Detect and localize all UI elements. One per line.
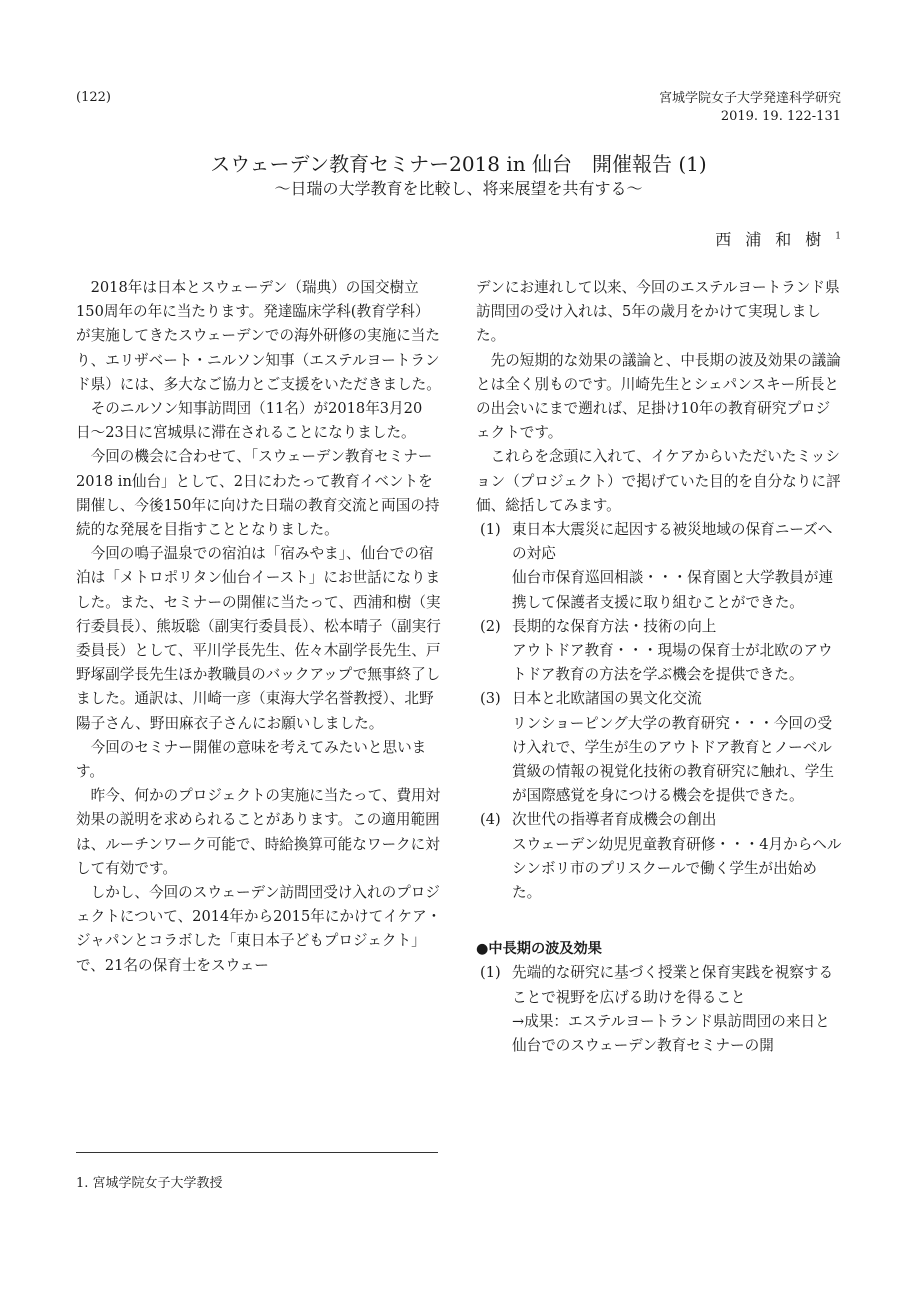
paragraph: 先の短期的な効果の議論と、中長期の波及効果の議論とは全く別ものです。川崎先生とシェパンスキー所長との出会いにまで遡れば、足掛け10年の教育研究プロジェクトです。	[476, 351, 841, 442]
author-footnote-mark: 1	[835, 231, 841, 242]
paragraph: 今回のセミナー開催の意味を考えてみたいと思います。	[76, 738, 427, 781]
item-title: 長期的な保育方法・技術の向上	[512, 617, 717, 635]
journal-citation: 2019. 19. 122-131	[720, 109, 841, 124]
item-detail: 仙台市保育巡回相談・・・保育園と大学教員が連携して保護者支援に取り組むことができた。	[512, 569, 834, 611]
item-detail: リンショーピング大学の教育研究・・・今回の受け入れで、学生が生のアウトドア教育とノーベル賞級の情報の視覚化技術の教育研究に触れ、学生が国際感覚を身につける機会を提供できた。	[512, 714, 834, 805]
left-column	[76, 276, 442, 978]
item-number: (2)	[480, 617, 501, 635]
item-title: 日本と北欧諸国の異文化交流	[512, 690, 702, 708]
item-number: (1)	[480, 521, 501, 539]
paragraph: しかし、今回のスウェーデン訪問団受け入れのプロジェクトについて、2014年から2015年にかけてイケア・ジャパンとコラボした「東日本子どもプロジェクト」で、21名の保育士をスウェー	[76, 884, 442, 974]
paragraph: 今回の鳴子温泉での宿泊は「宿みやま」、仙台での宿泊は「メトロポリタン仙台イースト」にお世話になりました。また、セミナーの開催に当たって、西浦和樹（実行委員長）、熊坂聡（副実行委員長）、松本晴子（副実行委員長）として、平川学長先生、佐々木副学長先生、戸野塚副学長先生ほか教職員のバックアップで無事終了しました。通訳は、川崎一彦（東海大学名誉教授）、北野陽子さん、野田麻衣子さんにお願いしました。	[76, 545, 441, 732]
paragraph: 今回の機会に合わせて、「スウェーデン教育セミナー2018 in仙台」として、2日にわたって教育イベントを開催し、今後150年に向けた日瑞の教育交流と両国の持続的な発展を目指すこととなりました。	[76, 448, 440, 539]
list-item	[476, 615, 842, 688]
footnote: 1. 宮城学院女子大学教授	[76, 1176, 223, 1191]
item-detail: →成果：エステルヨートランド県訪問団の来日と仙台でのスウェーデン教育セミナーの開	[512, 1012, 830, 1055]
right-column	[476, 276, 842, 1058]
journal-header	[659, 90, 841, 126]
paragraph: そのニルソン知事訪問団（11名）が2018年3月20日〜23日に宮城県に滞在されることになりました。	[76, 400, 423, 442]
journal-name: 宮城学院女子大学発達科学研究	[658, 91, 841, 106]
paragraph: これらを念頭に入れて、イケアからいただいたミッション（プロジェクト）で掲げていた目的を自分なりに評価、総括してみます。	[476, 448, 841, 514]
paragraph: 2018年は日本とスウェーデン（瑞典）の国交樹立150周年の年に当たります。発達臨床学科(教育学科）が実施してきたスウェーデンでの海外研修の実施に当たり、エリザベート・ニルソン知事（エステルヨートランド県）には、多大なご協力とご支援をいただきました。	[76, 279, 441, 393]
item-title: 先端的な研究に基づく授業と保育実践を視察することで視野を広げる助けを得ること	[512, 964, 834, 1006]
item-title: 次世代の指導者育成機会の創出	[512, 811, 717, 829]
item-number: (1)	[480, 964, 501, 982]
paragraph-continuation: デンにお連れして以来、今回のエステルヨートランド県訪問団の受け入れは、5年の歳月をかけて実現しました。	[476, 279, 840, 345]
page-number: (122)	[76, 90, 111, 105]
item-title: 東日本大震災に起因する被災地域の保育ニーズへの対応	[512, 521, 833, 563]
section-heading: ●中長期の波及効果	[476, 941, 602, 958]
list-item	[476, 808, 842, 905]
article-title: スウェーデン教育セミナー2018 in 仙台 開催報告 (1)	[210, 152, 707, 176]
item-number: (3)	[480, 690, 501, 708]
list-item	[476, 961, 842, 1058]
author-name: 西浦和樹	[715, 230, 836, 249]
paragraph: 昨今、何かのプロジェクトの実施に当たって、費用対効果の説明を求められることがあります。この適用範囲は、ルーチンワーク可能で、時給換算可能なワークに対して有効です。	[76, 787, 441, 877]
item-detail: アウトドア教育・・・現場の保育士が北欧のアウトドア教育の方法を学ぶ機会を提供できた。	[512, 642, 833, 684]
author	[715, 227, 841, 250]
item-number: (4)	[480, 811, 501, 829]
list-item	[476, 687, 842, 808]
article-subtitle: 〜日瑞の大学教育を比較し、将来展望を共有する〜	[274, 179, 643, 198]
footnote-divider	[76, 1152, 438, 1153]
list-item	[476, 518, 842, 615]
item-detail: スウェーデン幼児児童教育研修・・・4月からヘルシンボリ市のプリスクールで働く学生が出始めた。	[512, 835, 842, 902]
